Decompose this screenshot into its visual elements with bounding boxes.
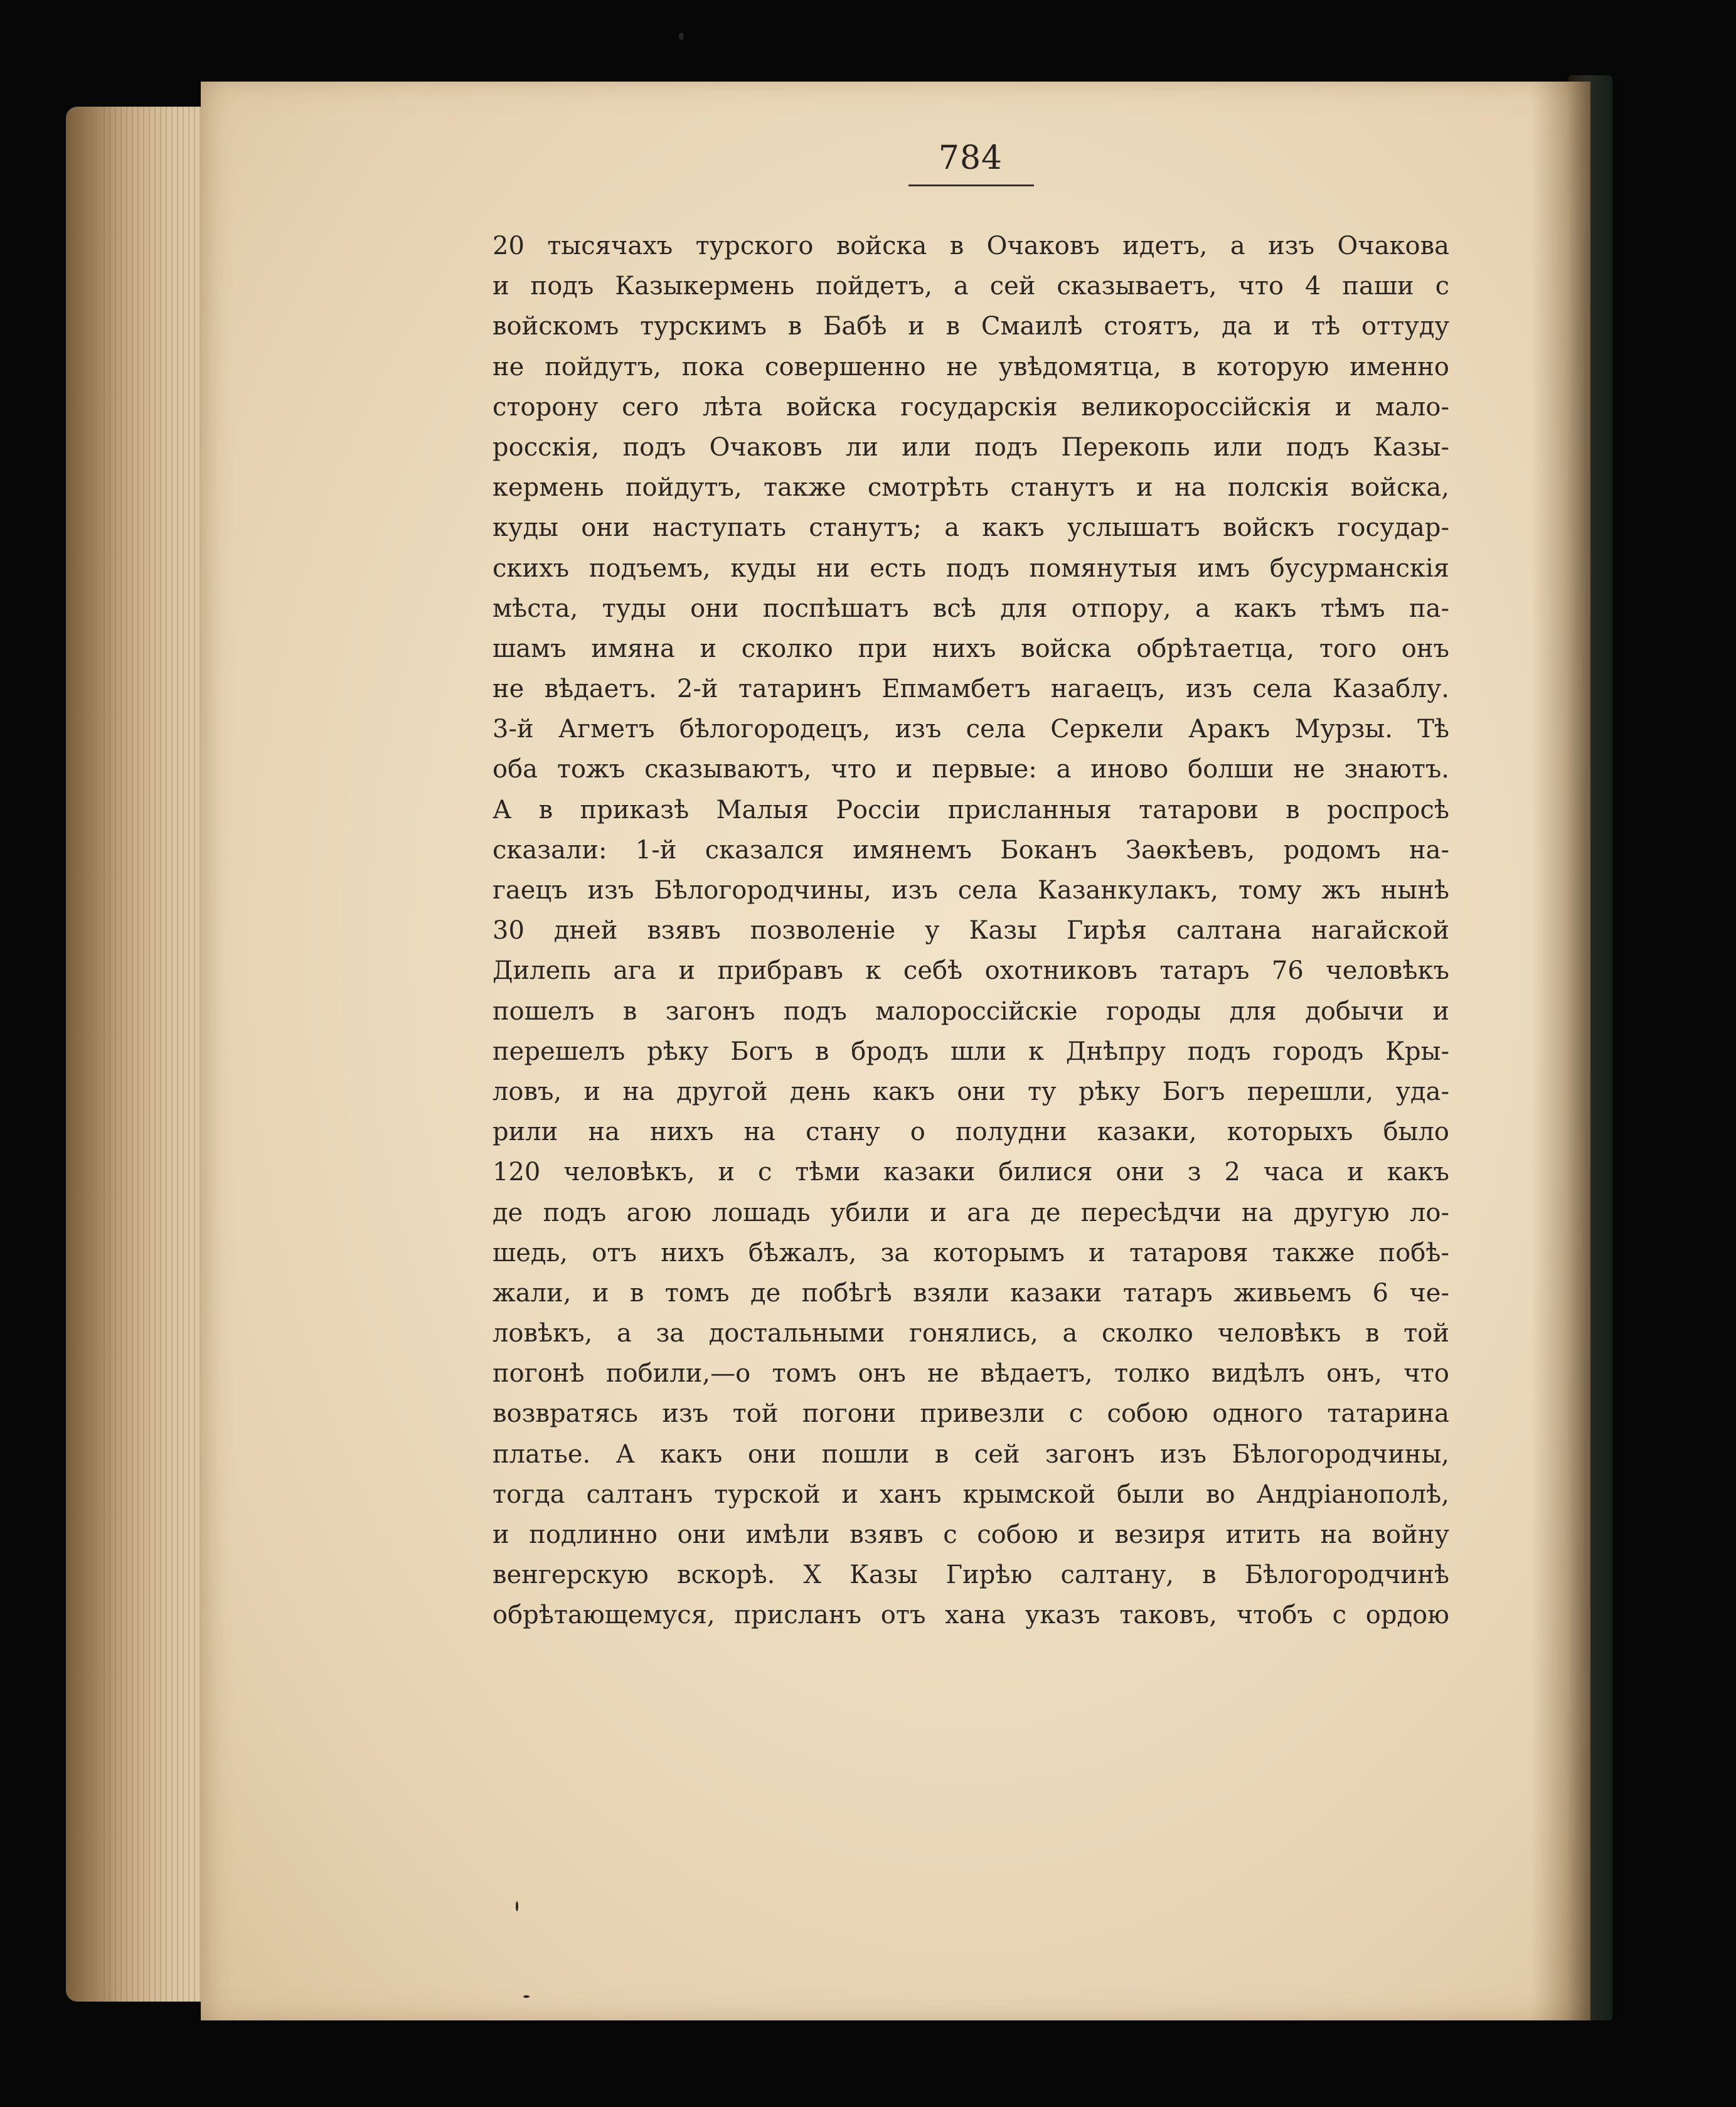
- body-text: [493, 226, 1449, 1636]
- text-line: обрѣтающемуся, присланъ отъ хана указъ таковъ, чтобъ с ордою: [493, 1601, 1449, 1630]
- text-line: и подъ Казыкермень пойдетъ, а сей сказываетъ, что 4 паши с: [493, 272, 1449, 301]
- paper-speck: [523, 1995, 530, 1998]
- text-line: росскія, подъ Очаковъ ли или подъ Перекопь или подъ Казы-: [493, 432, 1449, 462]
- text-line: рили на нихъ на стану о полудни казаки, которыхъ было: [493, 1118, 1449, 1147]
- text-line: и подлинно они имѣли взявъ с собою и везиря итить на войну: [493, 1520, 1449, 1549]
- text-line: погонѣ побили,—о томъ онъ не вѣдаетъ, толко видѣлъ онъ, что: [493, 1359, 1449, 1389]
- page-stack-edge: [66, 107, 216, 2002]
- page-number-rule: [908, 184, 1034, 186]
- text-line: шедь, отъ нихъ бѣжалъ, за которымъ и татаровя также побѣ-: [493, 1238, 1449, 1267]
- paper-speck: [516, 1901, 518, 1911]
- text-line: кермень пойдутъ, также смотрѣть станутъ и на полскія войска,: [493, 473, 1449, 503]
- text-line: Дилепь ага и прибравъ к себѣ охотниковъ татаръ 76 человѣкъ: [493, 956, 1449, 986]
- text-line: сказали: 1-й сказался имянемъ Боканъ Заөкѣевъ, родомъ на-: [493, 835, 1449, 865]
- text-line: не вѣдаетъ. 2-й татаринъ Епмамбетъ нагаецъ, изъ села Казаблу.: [493, 675, 1449, 704]
- text-line: ловѣкъ, а за достальными гонялись, а сколко человѣкъ в той: [493, 1319, 1449, 1348]
- page-gutter-shadow: [1531, 82, 1590, 2020]
- text-line: де подъ агою лошадь убили и ага де пересѣдчи на другую ло-: [493, 1198, 1449, 1227]
- paper-speck: [679, 33, 684, 40]
- text-line: жали, и в томъ де побѣгѣ взяли казаки татаръ живьемъ 6 че-: [493, 1278, 1449, 1308]
- text-line: 30 дней взявъ позволеніе у Казы Гирѣя салтана нагайской: [493, 916, 1449, 946]
- page-number: 784: [938, 139, 1003, 177]
- text-line: шамъ имяна и сколко при нихъ войска обрѣтаетца, того онъ: [493, 634, 1449, 663]
- text-line: венгерскую вскорѣ. Х Казы Гирѣю салтану, в Бѣлогородчинѣ: [493, 1560, 1449, 1590]
- text-line: возвратясь изъ той погони привезли с собою одного татарина: [493, 1399, 1449, 1429]
- text-line: платье. А какъ они пошли в сей загонъ изъ Бѣлогородчины,: [493, 1439, 1449, 1469]
- text-line: сторону сего лѣта войска государскія великороссійскія и мало-: [493, 392, 1449, 422]
- text-line: 3-й Агметъ бѣлогородецъ, изъ села Серкели Аракъ Мурзы. Тѣ: [493, 715, 1449, 744]
- text-line: мѣста, туды они поспѣшатъ всѣ для отпору, а какъ тѣмъ па-: [493, 594, 1449, 623]
- text-line: гаецъ изъ Бѣлогородчины, изъ села Казанкулакъ, тому жъ нынѣ: [493, 876, 1449, 905]
- text-line: ловъ, и на другой день какъ они ту рѣку Богъ перешли, уда-: [493, 1077, 1449, 1106]
- text-line: скихъ подъемъ, куды ни есть подъ помянутыя имъ бусурманскія: [493, 553, 1449, 583]
- text-line: пошелъ в загонъ подъ малороссійскіе городы для добычи и: [493, 996, 1449, 1026]
- text-line: войскомъ турскимъ в Бабѣ и в Смаилѣ стоятъ, да и тѣ оттуду: [493, 312, 1449, 341]
- text-line: А в приказѣ Малыя Россіи присланныя татарови в роспросѣ: [493, 795, 1449, 824]
- text-line: куды они наступать станутъ; а какъ услышатъ войскъ государ-: [493, 513, 1449, 543]
- text-line: 120 человѣкъ, и с тѣми казаки билися они з 2 часа и какъ: [493, 1158, 1449, 1187]
- text-line: не пойдутъ, пока совершенно не увѣдомятца, в которую именно: [493, 352, 1449, 381]
- text-line: 20 тысячахъ турского войска в Очаковъ идетъ, а изъ Очакова: [493, 232, 1449, 260]
- text-line: оба тожъ сказываютъ, что и первые: а иново болши не знаютъ.: [493, 755, 1449, 784]
- text-line: перешелъ рѣку Богъ в бродъ шли к Днѣпру подъ городъ Кры-: [493, 1037, 1449, 1066]
- text-line: тогда салтанъ турской и ханъ крымской были во Андріанополѣ,: [493, 1480, 1449, 1509]
